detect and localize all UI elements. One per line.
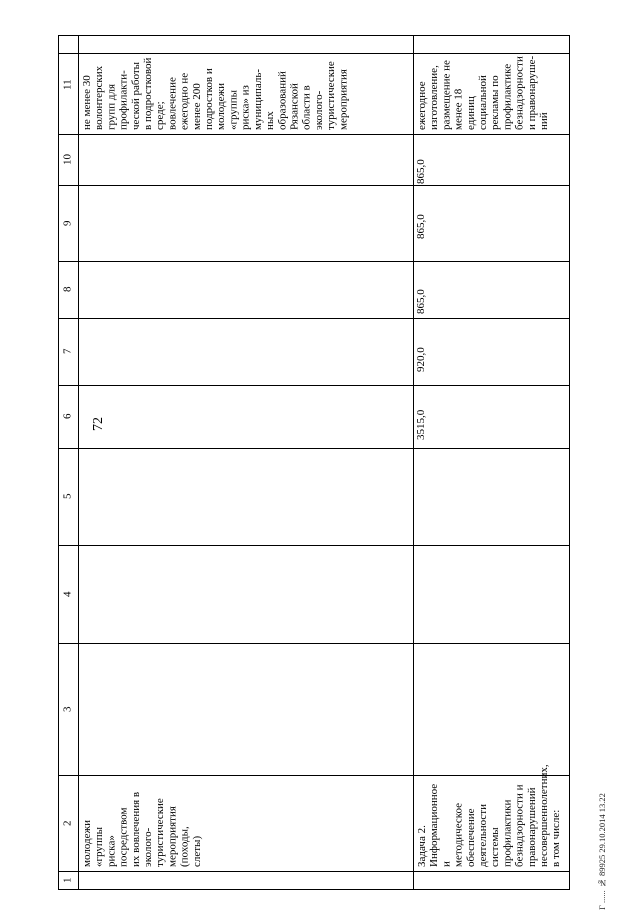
row2-col6-value: 3515,0 (415, 409, 427, 440)
row1-col2-text: молодежи «группы риска» посредством их вовлечения в эколого- туристические мероприятия (походы, слеты) (81, 791, 203, 867)
row1-col11-text: не менее 30 волонтерских групп для профилакти- ческой работы в подростковой среде; вовлечение ежегодно не менее 200 подростков и молодежи «группы риска» из муниципаль- ных образований Рязанской области в эколого- туристические мероприятия (81, 57, 350, 130)
header-col-11: 11 (61, 79, 74, 90)
header-col-1: 1 (61, 877, 74, 884)
row2-col7-value: 920,0 (415, 347, 427, 372)
header-col-7: 7 (61, 348, 74, 355)
header-col-9: 9 (61, 220, 74, 226)
registration-stamp: Г ...... № 89925 29.10.2014 13.22 (597, 793, 607, 910)
header-col-3: 3 (61, 706, 74, 712)
header-col-4: 4 (61, 591, 74, 597)
document-table (58, 35, 570, 890)
header-col-8: 8 (61, 286, 74, 293)
header-col-2: 2 (61, 820, 74, 826)
row2-col9-value: 865,0 (415, 214, 427, 239)
header-col-5: 5 (61, 493, 74, 500)
row2-col2-text: Задача 2. Информационное и методическое обеспечение деятельности системы профилактики безнадзорности и правонарушений несовершеннолетних, в том числе: (416, 764, 563, 867)
row2-col8-value: 865,0 (415, 289, 427, 314)
header-col-10: 10 (61, 154, 74, 165)
header-col-6: 6 (61, 413, 74, 420)
row2-col11-text: ежегодное изготовление, размещение не менее 18 единиц социальной рекламы по профилактике безнадзорности и правонаруше- ний (416, 55, 551, 130)
page-number: 72 (91, 417, 106, 431)
row2-col10-value: 865,0 (415, 159, 427, 184)
